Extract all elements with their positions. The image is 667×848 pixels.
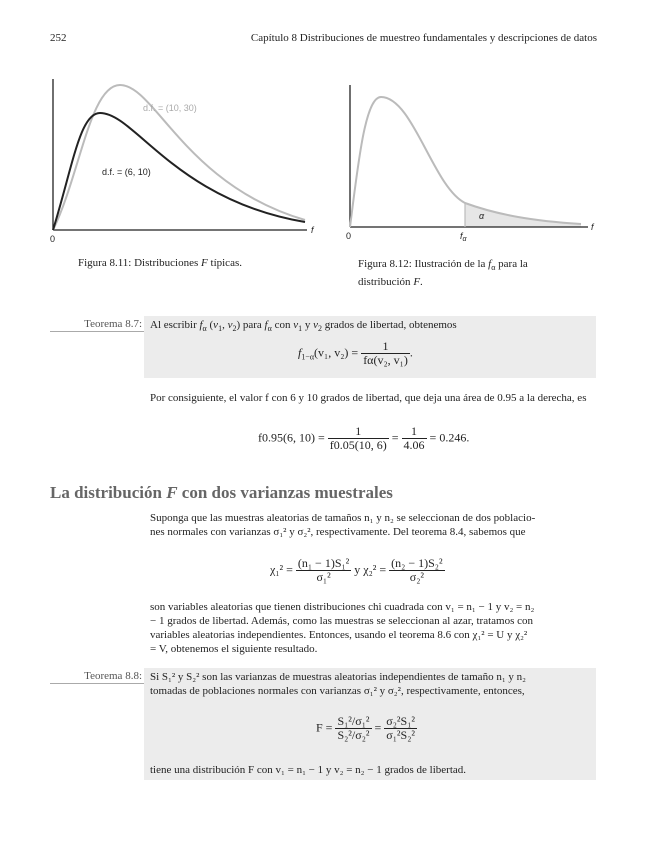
running-title: Capítulo 8 Distribuciones de muestreo fundamentales y descripciones de datos [250,32,597,44]
theorem-8-8-line2: tomadas de poblaciones normales con varianzas σ₁² y σ₂², respectivamente, entonces, [150,685,525,697]
figure-8-11-caption: Figura 8.11: Distribuciones F típicas. [78,257,242,269]
equation-f095: f0.95(6, 10) = $\frac{1}{f0.05(10, 6)}$ = $\frac{1}{4.06}$ = 0.246. [258,424,470,452]
section-title: La distribución F con dos varianzas muestrales [50,483,393,502]
theorem-8-7-text: Al escribir $f_\alpha$ ($v_1$, $v_2$) para $f_\alpha$ con $v_1$ y $v_2$ grados de libertad, obtenemos [150,319,457,334]
area-label: α [479,211,485,221]
tick-label: $f_\alpha$ [460,231,467,243]
paragraph-2-line1: Suponga que las muestras aleatorias de tamaños n₁ y n₂ se seleccionan de dos poblacio- [150,512,536,524]
theorem-rule [50,683,144,684]
curve1-label: d.f. = (10, 30) [143,103,197,113]
paragraph-1: Por consiguiente, el valor f con 6 y 10 grados de libertad, que deja una área de 0.95 a la derecha, es [150,392,587,404]
paragraph-3-line4: = V, obtenemos el siguiente resultado. [150,643,318,655]
curve-df-6-10 [53,113,305,230]
curve2-label: d.f. = (6, 10) [102,167,151,177]
paragraph-3-line3: variables aleatorias independientes. Entonces, usando el teorema 8.6 con χ₁² = U y χ₂² [150,629,528,641]
theorem-8-8-equation: F = $\frac{\text{S₁²/σ₁²}}{\text{S₂²/σ₂²}}$ = $\frac{\text{σ₂²S₁²}}{\text{σ₁²S₂²}}$ [316,714,415,742]
theorem-8-7-equation: $f_{1-\alpha}(v_1$, v₂) = $\frac{1}{\text{fα(v₂, v₁)}}$ . [298,339,413,367]
figure-8-12-plot [343,75,603,247]
page-number: 252 [50,32,67,44]
figure-8-12-caption: Figura 8.12: Ilustración de la $f_\alpha$ para la distribución F. [358,258,528,289]
origin-label: 0 [50,234,56,244]
theorem-8-8-line1: Si S₁² y S₂² son las varianzas de muestras aleatorias independientes de tamaño n₁ y n₂ [150,671,526,683]
paragraph-3-line2: − 1 grados de libertad. Además, como las muestras se seleccionan al azar, tratamos con [150,615,533,627]
chi-square-equation: χ₁² = $\frac{\text{(n₁ − 1)S₁²}}{\text{σ₁²}}$ y χ₂² = $\frac{\text{(n₂ − 1)S₂²}}{\text{σ₂²}}$ [270,556,443,584]
paragraph-3-line1: son variables aleatorias que tienen distribuciones chi cuadrada con v₁ = n₁ − 1 y v₂ = n₂ [150,601,535,613]
theorem-8-8-closing: tiene una distribución F con v₁ = n₁ − 1 y v₂ = n₂ − 1 grados de libertad. [150,764,467,776]
paragraph-2-line2: nes normales con varianzas σ₁² y σ₂², respectivamente. Del teorema 8.4, sabemos que [150,526,526,538]
origin-label: 0 [346,231,352,241]
theorem-rule [50,331,144,332]
axis-var-label: f [591,222,594,232]
theorem-8-7-label: Teorema 8.7: [84,318,142,330]
axis-var-label: f [311,225,314,235]
theorem-8-8-label: Teorema 8.8: [84,670,142,682]
figure-8-11-plot [45,75,330,247]
